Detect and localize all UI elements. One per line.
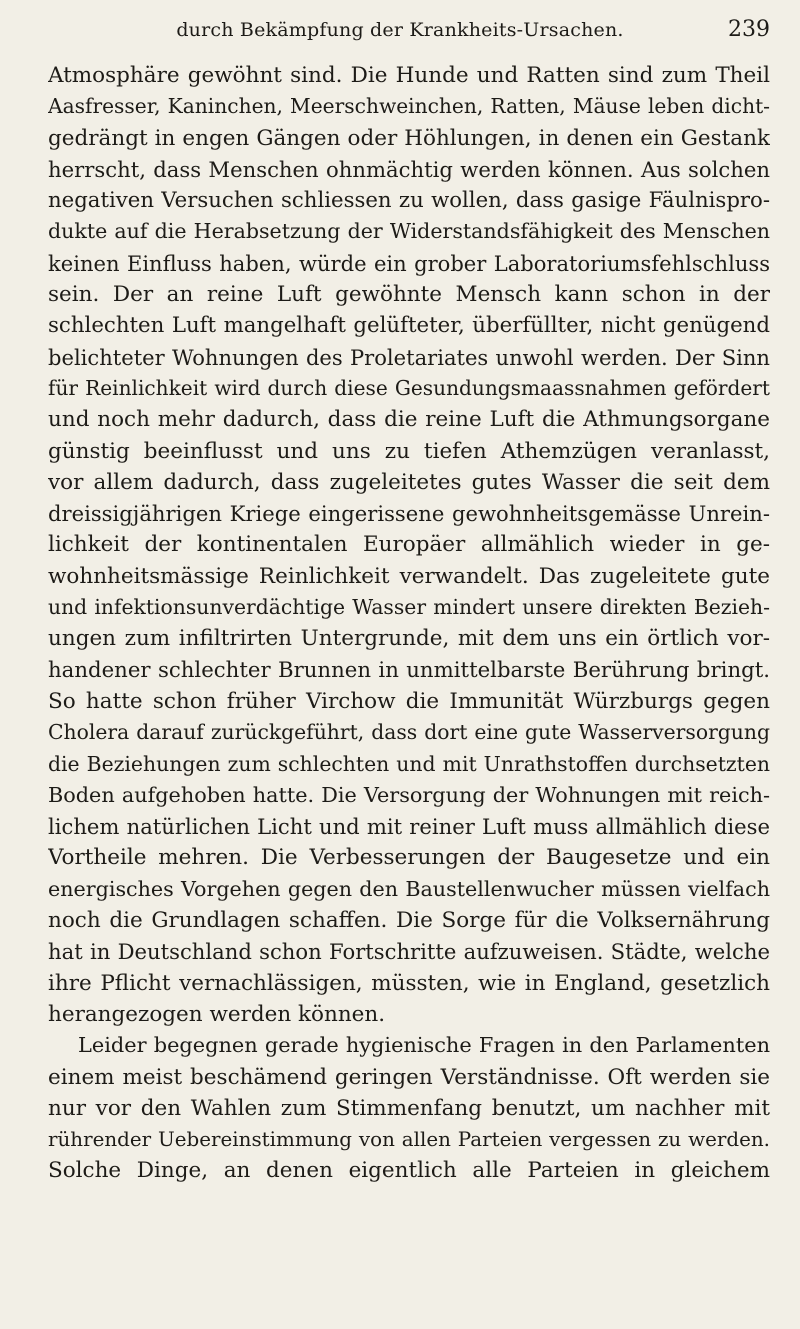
text-line: dreissigjährigen Kriege eingerissene gewohnheitsgemässe Unrein-: [48, 501, 770, 527]
text-line: negativen Versuchen schliessen zu wollen, dass gasige Fäulnispro-: [48, 188, 770, 214]
text-line: nur vor den Wahlen zum Stimmenfang benutzt, um nachher mit: [48, 1095, 770, 1121]
paragraph-start-line: Leider begegnen gerade hygienische Fragen in den Parlamenten: [78, 1033, 770, 1058]
text-line: energisches Vorgehen gegen den Baustellenwucher müssen vielfach: [48, 876, 770, 901]
text-line: keinen Einfluss haben, würde ein grober Laboratoriumsfehlschluss: [48, 250, 770, 276]
text-line: dukte auf die Herabsetzung der Widerstandsfähigkeit des Menschen: [48, 219, 770, 244]
body-text: [48, 60, 770, 1187]
text-line: schlechten Luft mangelhaft gelüfteter, überfüllter, nicht genügend: [48, 313, 770, 339]
text-line: sein. Der an reine Luft gewöhnte Mensch kann schon in der: [48, 282, 770, 308]
text-line: noch die Grundlagen schaffen. Die Sorge für die Volksernährung: [48, 908, 770, 934]
text-line: ihre Pflicht vernachlässigen, müssten, wie in England, gesetzlich: [48, 970, 770, 996]
text-line: lichem natürlichen Licht und mit reiner Luft muss allmählich diese: [48, 814, 770, 840]
running-title: durch Bekämpfung der Krankheits-Ursachen.: [176, 19, 624, 41]
text-line: belichteter Wohnungen des Proletariates unwohl werden. Der Sinn: [48, 344, 770, 370]
text-line: herrscht, dass Menschen ohnmächtig werden können. Aus solchen: [48, 156, 770, 182]
text-line: So hatte schon früher Virchow die Immunität Würzburgs gegen: [48, 688, 770, 714]
text-line: Aasfresser, Kaninchen, Meerschweinchen, Ratten, Mäuse leben dicht-: [48, 94, 770, 119]
text-line: Boden aufgehoben hatte. Die Versorgung der Wohnungen mit reich-: [48, 782, 770, 807]
text-line: und noch mehr dadurch, dass die reine Luft die Athmungsorgane: [48, 407, 770, 433]
text-line: gedrängt in engen Gängen oder Höhlungen, in denen ein Gestank: [48, 125, 770, 151]
text-line: die Beziehungen zum schlechten und mit Unrathstoffen durchsetzten: [48, 751, 770, 776]
paragraph-end-line: herangezogen werden können.: [48, 1001, 386, 1027]
text-line: Solche Dinge, an denen eigentlich alle Parteien in gleichem: [48, 1158, 770, 1184]
text-line: einem meist beschämend geringen Verständnisse. Oft werden sie: [48, 1064, 770, 1090]
text-line: Atmosphäre gewöhnt sind. Die Hunde und Ratten sind zum Theil: [48, 63, 770, 88]
text-line: wohnheitsmässige Reinlichkeit verwandelt. Das zugeleitete gute: [48, 563, 770, 589]
text-line: Cholera darauf zurückgeführt, dass dort eine gute Wasserversorgung: [48, 720, 770, 745]
text-line: handener schlechter Brunnen in unmittelbarste Berührung bringt.: [48, 657, 770, 683]
text-line: und infektionsunverdächtige Wasser mindert unsere direkten Bezieh-: [48, 595, 770, 620]
text-line: vor allem dadurch, dass zugeleitetes gutes Wasser die seit dem: [48, 469, 770, 495]
text-line: ungen zum infiltrirten Untergrunde, mit dem uns ein örtlich vor-: [48, 626, 770, 652]
text-line: für Reinlichkeit wird durch diese Gesundungsmaassnahmen gefördert: [48, 375, 770, 400]
page-number: 239: [728, 17, 770, 42]
text-line: Vortheile mehren. Die Verbesserungen der Baugesetze und ein: [48, 845, 770, 871]
running-head: [30, 10, 770, 50]
text-line: günstig beeinflusst und uns zu tiefen Athemzügen veranlasst,: [48, 438, 770, 464]
text-line: rührender Uebereinstimmung von allen Parteien vergessen zu werden.: [48, 1128, 770, 1152]
text-line: lichkeit der kontinentalen Europäer allmählich wieder in ge-: [48, 532, 770, 558]
text-line: hat in Deutschland schon Fortschritte aufzuweisen. Städte, welche: [48, 939, 770, 965]
